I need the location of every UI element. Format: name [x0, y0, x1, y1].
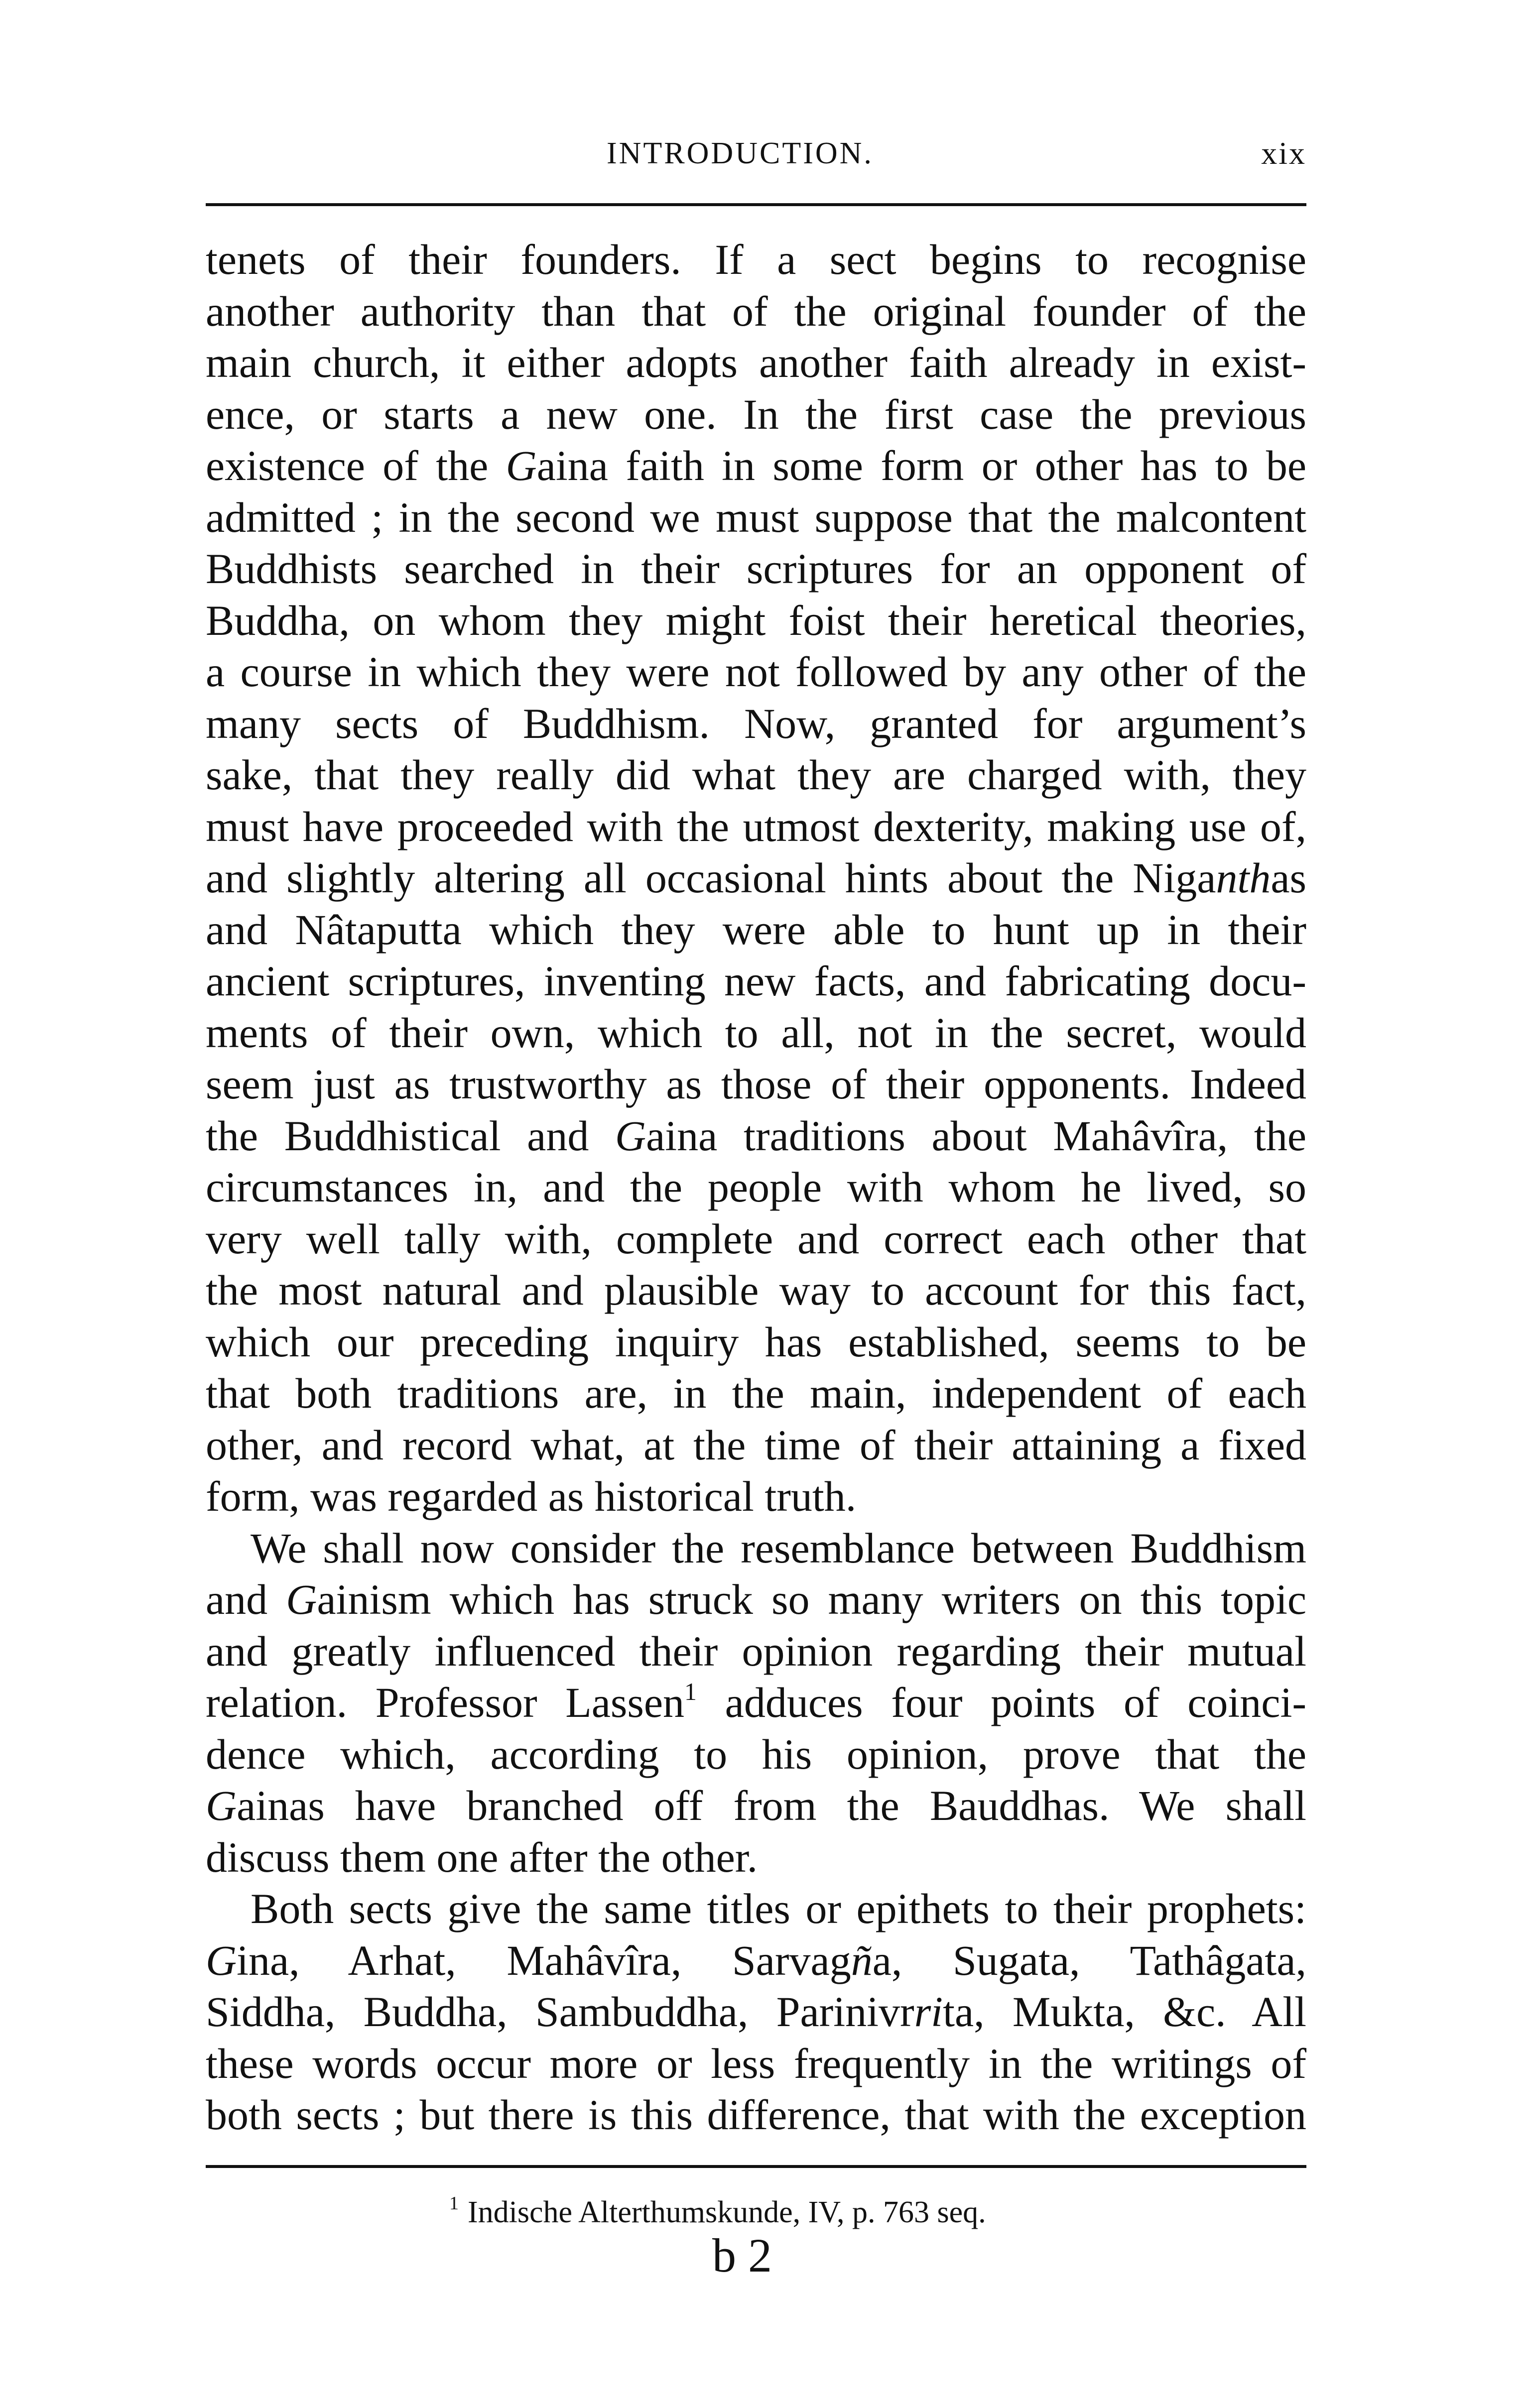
text-line	[206, 904, 1306, 956]
italic-text: nth	[1216, 854, 1271, 902]
italic-text: G	[615, 1111, 646, 1160]
text-line	[206, 1883, 1306, 1935]
italic-text: G	[506, 442, 537, 489]
text-run: relation. Professor Lassen	[206, 1679, 685, 1726]
text-run: circumstances in, and the people with whom he lived, so	[206, 1163, 1306, 1211]
text-line	[206, 852, 1306, 904]
text-line	[206, 1780, 1306, 1832]
text-run: existence of the	[206, 442, 506, 489]
text-line	[206, 1986, 1306, 2038]
header-rule	[206, 203, 1306, 206]
italic-text: ri	[914, 1988, 943, 2036]
text-run: tenets of their founders. If a sect begins to recognise	[206, 236, 1306, 283]
text-line	[206, 1626, 1306, 1678]
text-run: We shall now consider the resemblance between Buddhism	[251, 1524, 1306, 1572]
text-run: a course in which they were not followed by any other of the	[206, 648, 1306, 696]
text-run: other, and record what, at the time of their attaining a fixed	[206, 1421, 1306, 1469]
text-run: and	[206, 1575, 286, 1623]
text-run: the Buddhistical and	[206, 1111, 615, 1160]
text-run: dence which, according to his opinion, prove that the	[206, 1730, 1306, 1778]
text-run: and slightly altering all occasional hints about the Niga	[206, 854, 1216, 902]
text-run: ta, Mukta, &c. All	[943, 1988, 1306, 2036]
text-run: both sects ; but there is this difference, that with the exception	[206, 2091, 1306, 2139]
text-line	[206, 956, 1306, 1007]
text-run: that both traditions are, in the main, independent of each	[206, 1369, 1306, 1417]
text-line	[206, 1574, 1306, 1626]
text-line	[206, 1677, 1306, 1729]
text-run: and Nâtaputta which they were able to hunt up in their	[206, 905, 1306, 954]
text-run: must have proceeded with the utmost dexterity, making use of,	[206, 802, 1306, 850]
text-run: Siddha, Buddha, Sambuddha, Parinivr	[206, 1988, 914, 2036]
text-run: discuss them one after the other.	[206, 1833, 758, 1881]
text-line	[206, 492, 1306, 544]
text-line	[206, 1471, 1306, 1523]
text-line	[206, 1265, 1306, 1317]
running-title: INTRODUCTION.	[607, 136, 874, 170]
text-line	[206, 2038, 1306, 2090]
text-line	[206, 595, 1306, 647]
text-line	[206, 286, 1306, 338]
text-line	[206, 1935, 1306, 1987]
text-line	[206, 698, 1306, 750]
text-run: admitted ; in the second we must suppose that the malcontent	[206, 493, 1306, 541]
text-line	[206, 801, 1306, 853]
text-line	[206, 1162, 1306, 1213]
text-run: another authority than that of the original founder of the	[206, 287, 1306, 335]
text-run: these words occur more or less frequently in the writings of	[206, 2039, 1306, 2087]
text-line	[206, 1110, 1306, 1162]
text-run: many sects of Buddhism. Now, granted for argument’s	[206, 699, 1306, 747]
text-run: ainism which has struck so many writers on this topic	[317, 1575, 1307, 1623]
text-run: and greatly influenced their opinion regarding their mutual	[206, 1627, 1306, 1675]
footnote-marker: 1	[449, 2193, 459, 2214]
text-run: Buddha, on whom they might foist their heretical theories,	[206, 596, 1306, 644]
text-line	[206, 234, 1306, 286]
running-head	[206, 133, 1306, 173]
text-line	[206, 1007, 1306, 1059]
italic-text: G	[206, 1936, 237, 1984]
signature-mark: b 2	[712, 2229, 772, 2282]
text-run: ancient scriptures, inventing new facts, and fabricating docu-	[206, 957, 1306, 1005]
text-run: aina traditions about Mahâvîra, the	[646, 1111, 1306, 1160]
text-run: main church, it either adopts another faith already in exist-	[206, 339, 1306, 386]
text-line	[206, 1420, 1306, 1471]
body-text	[206, 234, 1306, 2141]
text-line	[206, 749, 1306, 801]
text-run: aina faith in some form or other has to be	[536, 442, 1306, 489]
text-run: Buddhists searched in their scriptures for an opponent of	[206, 545, 1306, 593]
italic-text: G	[206, 1782, 237, 1829]
text-line	[206, 1729, 1306, 1781]
text-run: ence, or starts a new one. In the first case the previous	[206, 390, 1306, 438]
text-run: the most natural and plausible way to account for this fact,	[206, 1266, 1306, 1314]
text-line	[206, 389, 1306, 441]
text-run: a, Sugata, Tathâgata,	[872, 1936, 1306, 1984]
text-line	[206, 1368, 1306, 1420]
text-run: ments of their own, which to all, not in the secret, would	[206, 1008, 1306, 1057]
text-line	[206, 1213, 1306, 1265]
text-line	[206, 1059, 1306, 1110]
footnote-reference: 1	[684, 1678, 697, 1705]
text-line	[206, 1523, 1306, 1574]
text-line	[206, 440, 1306, 492]
text-line	[206, 337, 1306, 389]
text-run: seem just as trustworthy as those of their opponents. Indeed	[206, 1060, 1306, 1108]
text-run: ainas have branched off from the Bauddhas. We shall	[237, 1782, 1306, 1829]
text-run: as	[1271, 854, 1306, 902]
footnote-text: Indische Alterthumskunde, IV, p. 763 seq.	[468, 2195, 986, 2229]
italic-text: ñ	[851, 1936, 873, 1984]
text-run: Both sects give the same titles or epithets to their prophets:	[251, 1885, 1306, 1932]
text-line	[206, 543, 1306, 595]
text-line	[206, 1832, 1306, 1884]
text-run: ina, Arhat, Mahâvîra, Sarvag	[237, 1936, 851, 1984]
text-line	[206, 2089, 1306, 2141]
text-run: very well tally with, complete and correct each other that	[206, 1214, 1306, 1263]
page-number: xix	[1261, 135, 1306, 171]
italic-text: G	[286, 1575, 317, 1623]
text-run: form, was regarded as historical truth.	[206, 1472, 857, 1520]
footnote-rule	[206, 2165, 1306, 2168]
text-run: which our preceding inquiry has established, seems to be	[206, 1318, 1306, 1366]
text-run: sake, that they really did what they are charged with, they	[206, 751, 1306, 799]
text-line	[206, 646, 1306, 698]
text-run: adduces four points of coinci-	[697, 1679, 1307, 1726]
footnote	[449, 2190, 986, 2235]
text-line	[206, 1317, 1306, 1368]
